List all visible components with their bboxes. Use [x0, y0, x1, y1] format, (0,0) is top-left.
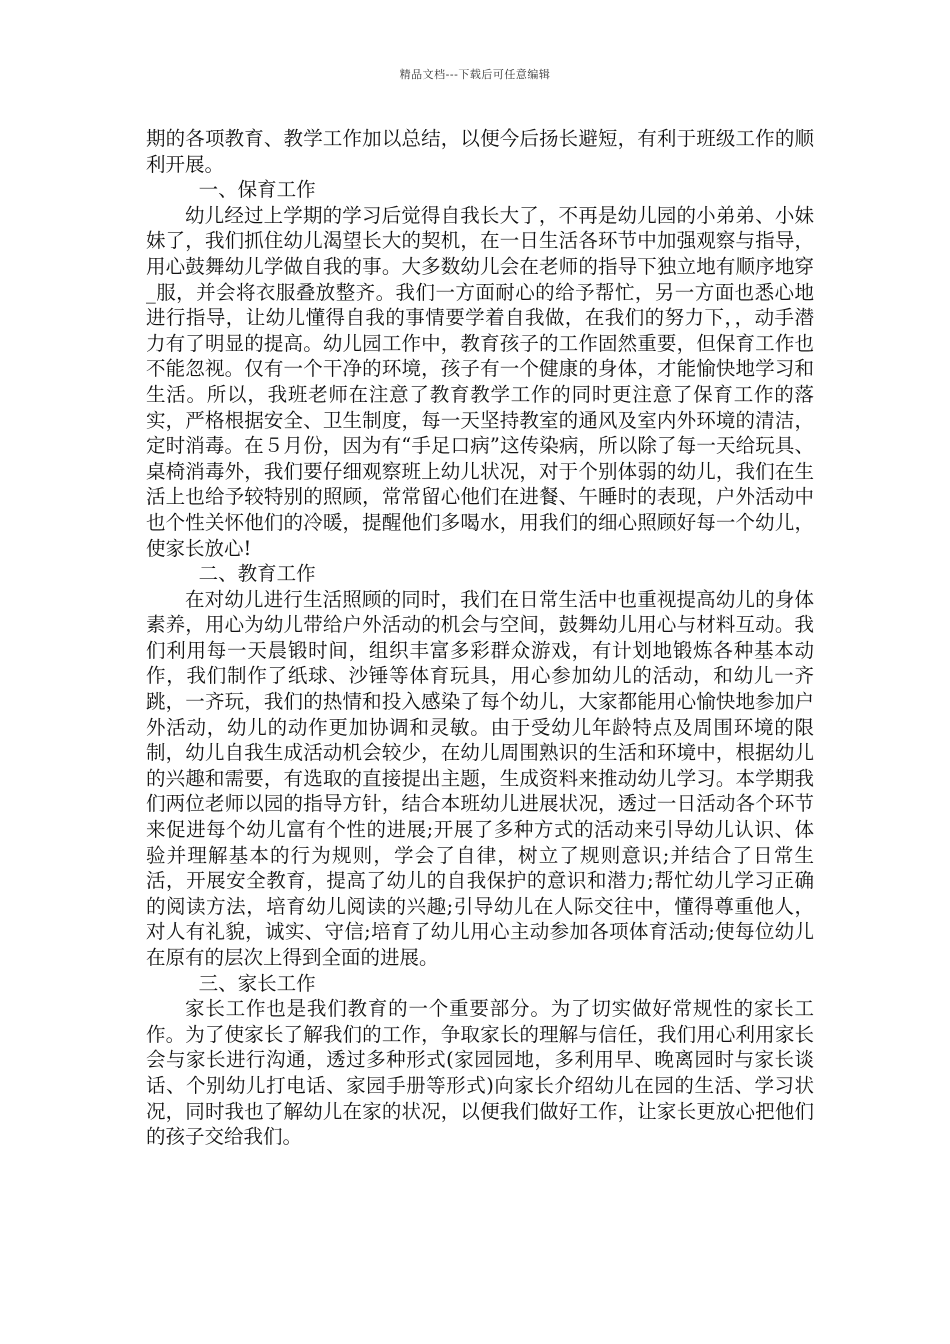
- section-heading-nursing: 一、保育工作: [198, 178, 316, 202]
- document-body: [146, 126, 814, 1150]
- section-heading-education: 二、教育工作: [198, 562, 316, 586]
- section-body-education: 在对幼儿进行生活照顾的同时，我们在日常生活中也重视提高幼儿的身体素养，用心为幼儿带给户外活动的机会与空间，鼓舞幼儿用心与材料互动。我们利用每一天晨锻时间，组织丰富多彩群众游戏，有计划地锻炼各种基本动作，我们制作了纸球、沙锤等体育玩具，用心参加幼儿的活动，和幼儿一齐跳，一齐玩，我们的热情和投入感染了每个幼儿，大家都能用心愉快地参加户外活动，幼儿的动作更加协调和灵敏。由于受幼儿年龄特点及周围环境的限制，幼儿自我生成活动机会较少，在幼儿周围熟识的生活和环境中，根据幼儿的兴趣和需要，有选取的直接提出主题，生成资料来推动幼儿学习。本学期我们两位老师以园的指导方针，结合本班幼儿进展状况，透过一日活动各个环节来促进每个幼儿富有个性的进展;开展了多种方式的活动来引导幼儿认识、体验并理解基本的行为规则，学会了自律，树立了规则意识;并结合了日常生活，开展安全教育，提高了幼儿的自我保护的意识和潜力;帮忙幼儿学习正确的阅读方法，培育幼儿阅读的兴趣;引导幼儿在人际交往中，懂得尊重他人，对人有礼貌，诚实、守信;培育了幼儿用心主动参加各项体育活动;使每位幼儿在原有的层次上得到全面的进展。: [146, 587, 814, 969]
- page-header-note: 精品文档---下载后可任意编辑: [399, 68, 551, 81]
- section-body-nursing: 幼儿经过上学期的学习后觉得自我长大了，不再是幼儿园的小弟弟、小妹妹了，我们抓住幼儿渴望长大的契机，在一日生活各环节中加强观察与指导，用心鼓舞幼儿学做自我的事。大多数幼儿会在老师的指导下独立地有顺序地穿_服，并会将衣服叠放整齐。我们一方面耐心的给予帮忙，另一方面也悉心地进行指导，让幼儿懂得自我的事情要学着自我做，在我们的努力下，，动手潜力有了明显的提高。幼儿园工作中，教育孩子的工作固然重要，但保育工作也不能忽视。仅有一个干净的环境，孩子有一个健康的身体，才能愉快地学习和生活。所以，我班老师在注意了教育教学工作的同时更注意了保育工作的落实，严格根据安全、卫生制度，每一天坚持教室的通风及室内外环境的清洁，定时消毒。在５月份，因为有“手足口病”这传染病，所以除了每一天给玩具、桌椅消毒外，我们要仔细观察班上幼儿状况，对于个别体弱的幼儿，我们在生活上也给予较特别的照顾，常常留心他们在进餐、午睡时的表现，户外活动中也个性关怀他们的冷暖，提醒他们多喝水，用我们的细心照顾好每一个幼儿，使家长放心!: [146, 203, 814, 560]
- section-body-parents: 家长工作也是我们教育的一个重要部分。为了切实做好常规性的家长工作。为了使家长了解我们的工作，争取家长的理解与信任，我们用心利用家长会与家长进行沟通，透过多种形式(家园园地，多利用早、晚离园时与家长谈话、个别幼儿打电话、家园手册等形式)向家长介绍幼儿在园的生活、学习状况，同时我也了解幼儿在家的状况，以便我们做好工作，让家长更放心把他们的孩子交给我们。: [146, 997, 814, 1149]
- intro-paragraph: 期的各项教育、教学工作加以总结，以便今后扬长避短，有利于班级工作的顺利开展。: [146, 127, 814, 176]
- section-heading-parents: 三、家长工作: [198, 971, 316, 995]
